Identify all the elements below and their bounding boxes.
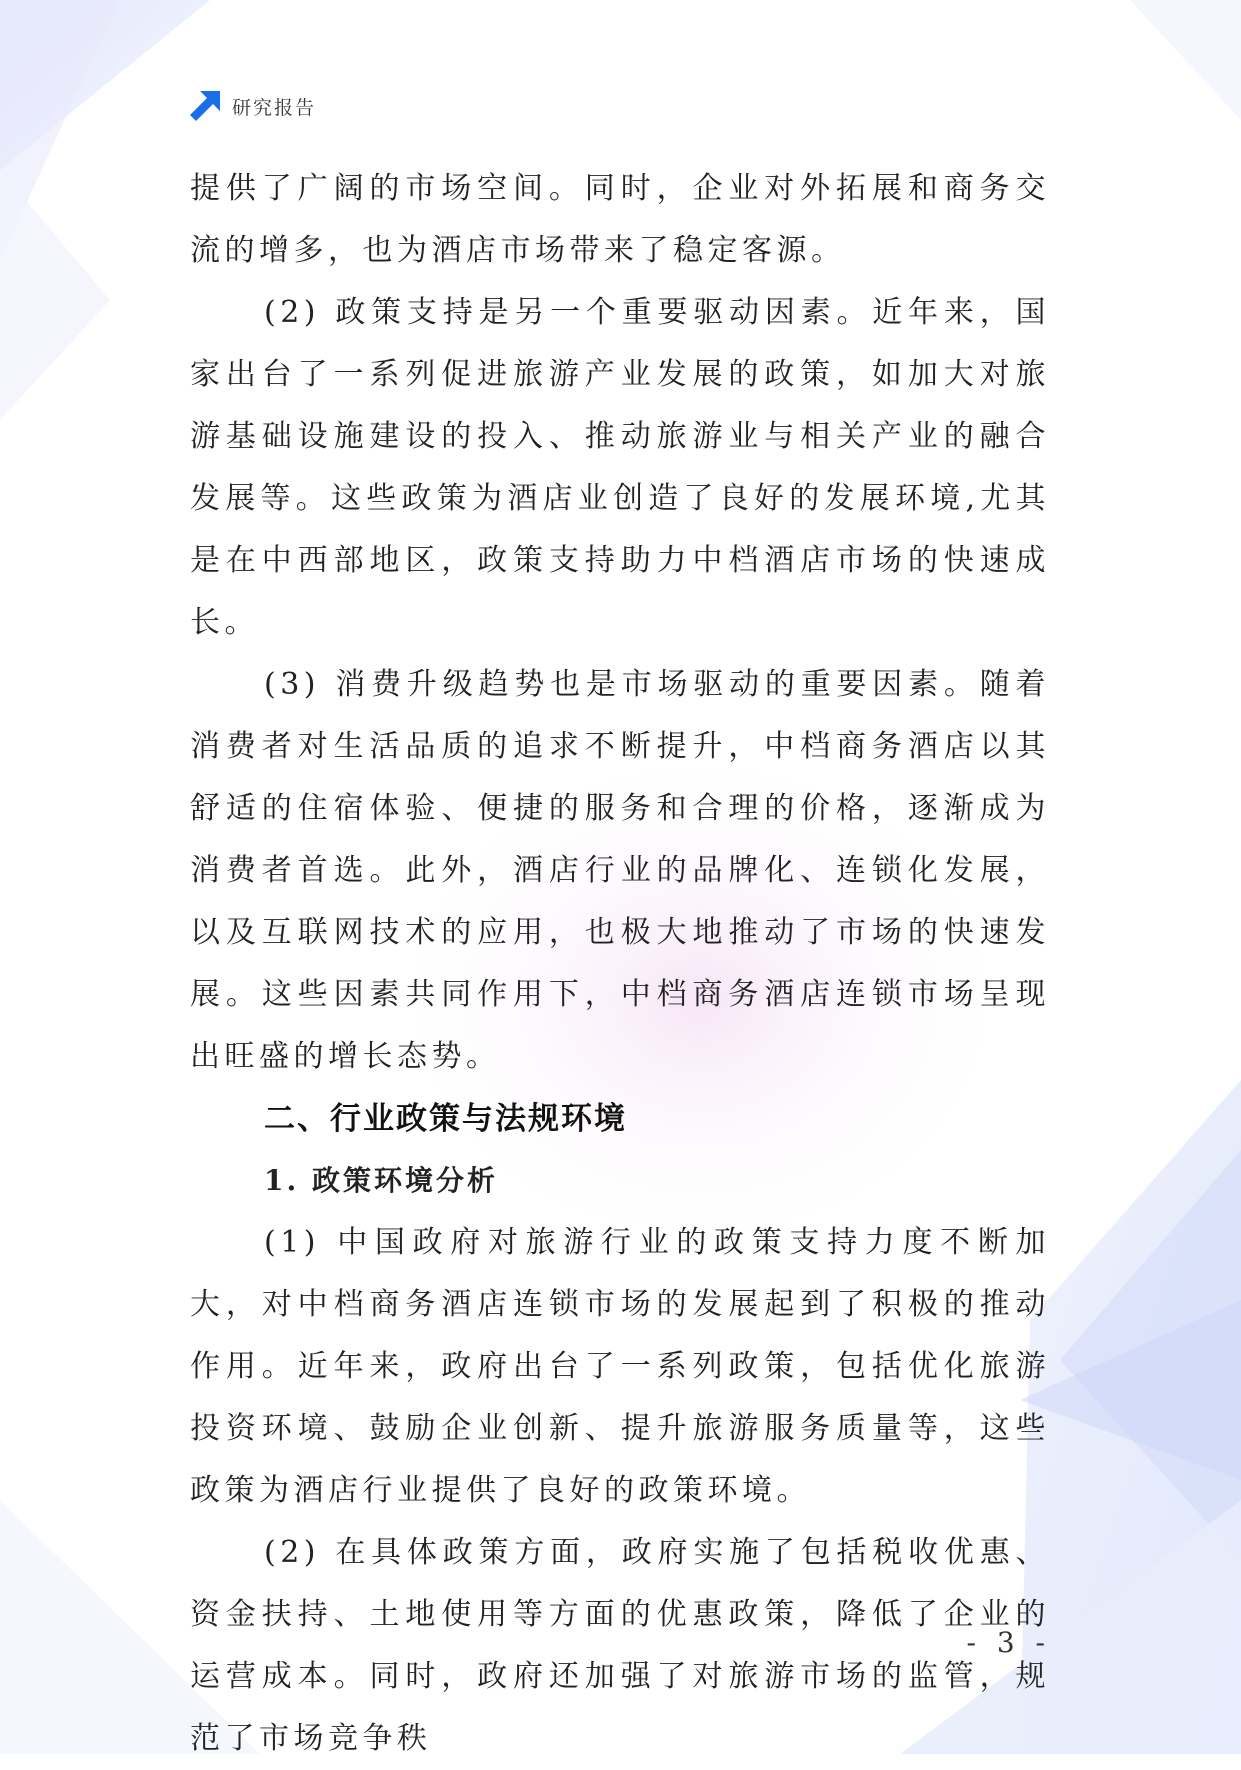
page-number: - 3 - [966, 1626, 1051, 1659]
report-header [188, 88, 316, 124]
paragraph-specific-policies: (2) 在具体政策方面，政府实施了包括税收优惠、资金扶持、土地使用等方面的优惠政策，降低了企业的运营成本。同时，政府还加强了对旅游市场的监管，规范了市场竞争秩 [190, 1535, 1050, 1756]
paragraph-government-support: (1) 中国政府对旅游行业的政策支持力度不断加大，对中档商务酒店连锁市场的发展起到了积极的推动作用。近年来，政府出台了一系列政策，包括优化旅游投资环境、鼓励企业创新、提升旅游服务质量等，这些政策为酒店行业提供了良好的政策环境。 [190, 1225, 1050, 1508]
section-heading: 二、行业政策与法规环境 [264, 1101, 627, 1137]
header-title: 研究报告 [232, 96, 317, 119]
arrow-up-right-icon [188, 89, 222, 123]
paragraph-policy-support: (2) 政策支持是另一个重要驱动因素。近年来，国家出台了一系列促进旅游产业发展的政策，如加大对旅游基础设施建设的投入、推动旅游业与相关产业的融合发展等。这些政策为酒店业创造了良好的发展环境,尤其是在中西部地区，政策支持助力中档酒店市场的快速成长。 [190, 295, 1050, 640]
document-body [190, 158, 1050, 1770]
paragraph-consumption-upgrade: (3) 消费升级趋势也是市场驱动的重要因素。随着消费者对生活品质的追求不断提升，中档商务酒店以其舒适的住宿体验、便捷的服务和合理的价格，逐渐成为消费者首选。此外，酒店行业的品牌化、连锁化发展，以及互联网技术的应用，也极大地推动了市场的快速发展。这些因素共同作用下，中档商务酒店连锁市场呈现出旺盛的增长态势。 [190, 667, 1050, 1074]
paragraph-continuation: 提供了广阔的市场空间。同时，企业对外拓展和商务交流的增多，也为酒店市场带来了稳定客源。 [190, 171, 1050, 268]
subsection-heading: 1. 政策环境分析 [264, 1164, 498, 1197]
